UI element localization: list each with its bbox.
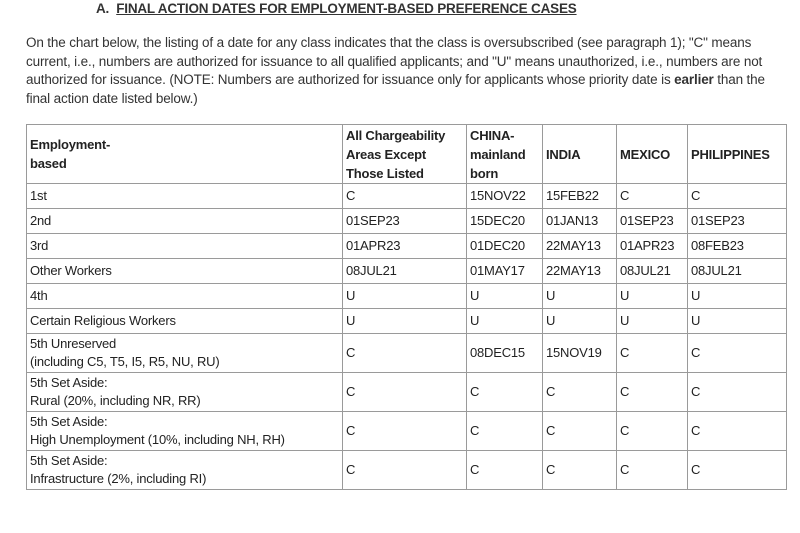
table-row bbox=[27, 373, 787, 412]
date-cell: C bbox=[343, 451, 467, 490]
date-cell: C bbox=[467, 373, 543, 412]
cell-line: All Chargeability bbox=[346, 127, 446, 143]
row-label-cell bbox=[27, 284, 343, 309]
column-header bbox=[543, 125, 617, 184]
table-row bbox=[27, 412, 787, 451]
date-cell: U bbox=[467, 309, 543, 334]
cell-line: based bbox=[30, 156, 67, 171]
cell-line: 2nd bbox=[30, 213, 52, 228]
cell-line: INDIA bbox=[546, 146, 581, 162]
date-cell: 01DEC20 bbox=[467, 234, 543, 259]
cell-line: Employment- bbox=[30, 137, 111, 152]
date-cell: C bbox=[688, 412, 787, 451]
column-header bbox=[343, 125, 467, 184]
date-cell: 01MAY17 bbox=[467, 259, 543, 284]
cell-line: CHINA- bbox=[470, 127, 515, 143]
cell-line: High Unemployment (10%, including NH, RH) bbox=[30, 432, 285, 447]
table-header-row bbox=[27, 125, 787, 184]
date-cell: 08FEB23 bbox=[688, 234, 787, 259]
cell-line: 5th Unreserved bbox=[30, 336, 117, 351]
date-cell: C bbox=[343, 412, 467, 451]
cell-line: Other Workers bbox=[30, 263, 112, 278]
date-cell: U bbox=[343, 284, 467, 309]
date-cell: C bbox=[617, 373, 688, 412]
date-cell: U bbox=[543, 284, 617, 309]
date-cell: U bbox=[688, 309, 787, 334]
table-row bbox=[27, 309, 787, 334]
date-cell: 15FEB22 bbox=[543, 184, 617, 209]
date-cell: 01APR23 bbox=[617, 234, 688, 259]
date-cell: U bbox=[543, 309, 617, 334]
date-cell: C bbox=[467, 451, 543, 490]
row-label-cell bbox=[27, 184, 343, 209]
date-cell: C bbox=[343, 334, 467, 373]
table-row bbox=[27, 184, 787, 209]
date-cell: U bbox=[343, 309, 467, 334]
table-row bbox=[27, 259, 787, 284]
date-cell: C bbox=[688, 184, 787, 209]
date-cell: C bbox=[688, 373, 787, 412]
date-cell: C bbox=[343, 184, 467, 209]
column-header bbox=[27, 125, 343, 184]
cell-line: 5th Set Aside: bbox=[30, 375, 108, 390]
row-label-cell bbox=[27, 334, 343, 373]
section-letter: A. bbox=[96, 1, 110, 16]
intro-text-part2: than the final action date listed below.) bbox=[26, 72, 765, 106]
date-cell: U bbox=[688, 284, 787, 309]
date-cell: 15NOV19 bbox=[543, 334, 617, 373]
cell-line: born bbox=[470, 165, 499, 181]
date-cell: U bbox=[617, 284, 688, 309]
date-cell: C bbox=[688, 451, 787, 490]
date-cell: C bbox=[617, 451, 688, 490]
date-cell: C bbox=[617, 334, 688, 373]
date-cell: 15NOV22 bbox=[467, 184, 543, 209]
date-cell: 15DEC20 bbox=[467, 209, 543, 234]
column-header bbox=[467, 125, 543, 184]
row-label-cell bbox=[27, 209, 343, 234]
row-label-cell bbox=[27, 234, 343, 259]
date-cell: 01SEP23 bbox=[688, 209, 787, 234]
date-cell: U bbox=[617, 309, 688, 334]
date-cell: C bbox=[617, 184, 688, 209]
date-cell: 22MAY13 bbox=[543, 259, 617, 284]
date-cell: 08JUL21 bbox=[617, 259, 688, 284]
table-row bbox=[27, 451, 787, 490]
cell-line: PHILIPPINES bbox=[691, 146, 770, 162]
date-cell: C bbox=[543, 412, 617, 451]
date-cell: 08JUL21 bbox=[688, 259, 787, 284]
date-cell: 01JAN13 bbox=[543, 209, 617, 234]
table-body bbox=[27, 184, 787, 490]
date-cell: 01APR23 bbox=[343, 234, 467, 259]
cell-line: Areas Except bbox=[346, 146, 426, 162]
section-heading bbox=[96, 1, 577, 16]
date-cell: C bbox=[543, 451, 617, 490]
date-cell: 08JUL21 bbox=[343, 259, 467, 284]
column-header bbox=[688, 125, 787, 184]
date-cell: C bbox=[543, 373, 617, 412]
cell-line: 3rd bbox=[30, 238, 49, 253]
row-label-cell bbox=[27, 309, 343, 334]
row-label-cell bbox=[27, 259, 343, 284]
date-cell: 01SEP23 bbox=[343, 209, 467, 234]
table-row bbox=[27, 284, 787, 309]
row-label-cell bbox=[27, 373, 343, 412]
final-action-dates-table bbox=[26, 124, 787, 490]
date-cell: 08DEC15 bbox=[467, 334, 543, 373]
date-cell: 22MAY13 bbox=[543, 234, 617, 259]
column-header bbox=[617, 125, 688, 184]
cell-line: MEXICO bbox=[620, 146, 671, 162]
table-row bbox=[27, 234, 787, 259]
table-row bbox=[27, 334, 787, 373]
cell-line: mainland bbox=[470, 146, 526, 162]
cell-line: 5th Set Aside: bbox=[30, 453, 108, 468]
date-cell: C bbox=[467, 412, 543, 451]
row-label-cell bbox=[27, 451, 343, 490]
intro-emphasis: earlier bbox=[674, 72, 714, 87]
cell-line: 1st bbox=[30, 188, 47, 203]
cell-line: Rural (20%, including NR, RR) bbox=[30, 393, 201, 408]
date-cell: 01SEP23 bbox=[617, 209, 688, 234]
date-cell: C bbox=[688, 334, 787, 373]
date-cell: U bbox=[467, 284, 543, 309]
row-label-cell bbox=[27, 412, 343, 451]
cell-line: Certain Religious Workers bbox=[30, 313, 176, 328]
intro-paragraph bbox=[26, 34, 788, 108]
table-row bbox=[27, 209, 787, 234]
section-title: FINAL ACTION DATES FOR EMPLOYMENT-BASED PREFERENCE CASES bbox=[116, 1, 577, 16]
cell-line: (including C5, T5, I5, R5, NU, RU) bbox=[30, 354, 220, 369]
date-cell: C bbox=[343, 373, 467, 412]
cell-line: Those Listed bbox=[346, 165, 424, 181]
cell-line: 4th bbox=[30, 288, 48, 303]
intro-text-part1: On the chart below, the listing of a date for any class indicates that the class is oversubscribed (see paragraph 1); "C" means current, i.e., numbers are authorized for issuance to all qualified applicants; and "U" means unauthorized, i.e., numbers are not authorized for issuance. (NOTE: Numbers are authorized for issuance only for applicants whose priority date is bbox=[26, 35, 763, 87]
date-cell: C bbox=[617, 412, 688, 451]
cell-line: 5th Set Aside: bbox=[30, 414, 108, 429]
cell-line: Infrastructure (2%, including RI) bbox=[30, 471, 207, 486]
